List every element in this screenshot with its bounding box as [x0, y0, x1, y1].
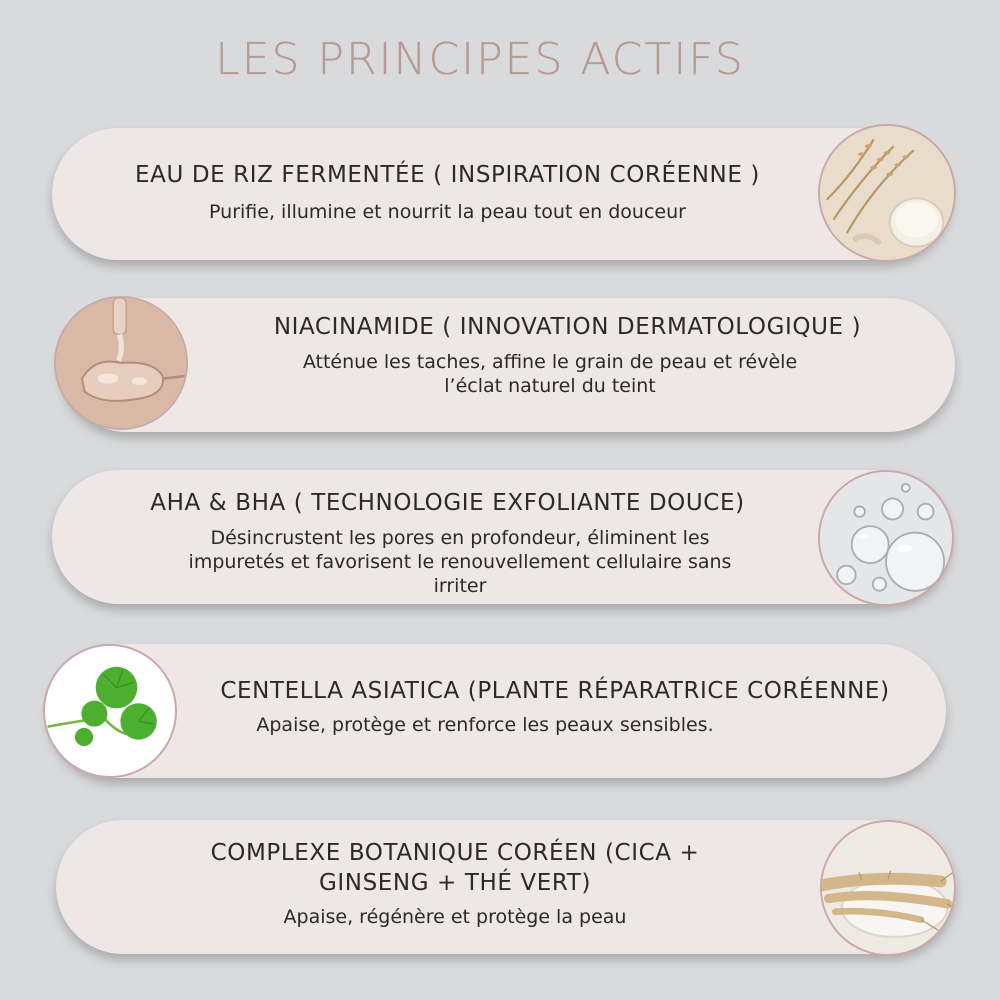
- ingredient-description: Apaise, protège et renforce les peaux sensibles.: [256, 714, 714, 736]
- ingredient-card-rice-water: [52, 128, 952, 260]
- page-title: LES PRINCIPES ACTIFS: [215, 34, 745, 85]
- bubbles-icon: [818, 470, 954, 606]
- ingredient-title: NIACINAMIDE ( INNOVATION DERMATOLOGIQUE ): [273, 314, 862, 340]
- ingredient-title: COMPLEXE BOTANIQUE CORÉEN (CICA + GINSENG + THÉ VERT): [210, 840, 700, 896]
- ingredient-title: EAU DE RIZ FERMENTÉE ( INSPIRATION CORÉENNE ): [135, 162, 760, 188]
- rice-water-icon: [818, 124, 956, 262]
- ingredient-title: AHA & BHA ( TECHNOLOGIE EXFOLIANTE DOUCE): [150, 490, 745, 516]
- ingredient-description: Désincrustent les pores en profondeur, éliminent les impuretés et favorisent le renouvellement cellulaire sans irriter: [188, 527, 732, 597]
- serum-drop-icon: [54, 296, 188, 430]
- ingredient-description: Apaise, régénère et protège la peau: [283, 906, 627, 928]
- ingredient-title: CENTELLA ASIATICA (PLANTE RÉPARATRICE CORÉENNE): [220, 678, 890, 704]
- ingredient-card-centella: [48, 644, 946, 778]
- ingredient-description: Atténue les taches, affine le grain de peau et révèle l’éclat naturel du teint: [302, 351, 798, 397]
- ginseng-root-icon: [820, 820, 956, 956]
- ingredient-description: Purifie, illumine et nourrit la peau tout en douceur: [209, 201, 686, 223]
- centella-leaf-icon: [43, 644, 177, 778]
